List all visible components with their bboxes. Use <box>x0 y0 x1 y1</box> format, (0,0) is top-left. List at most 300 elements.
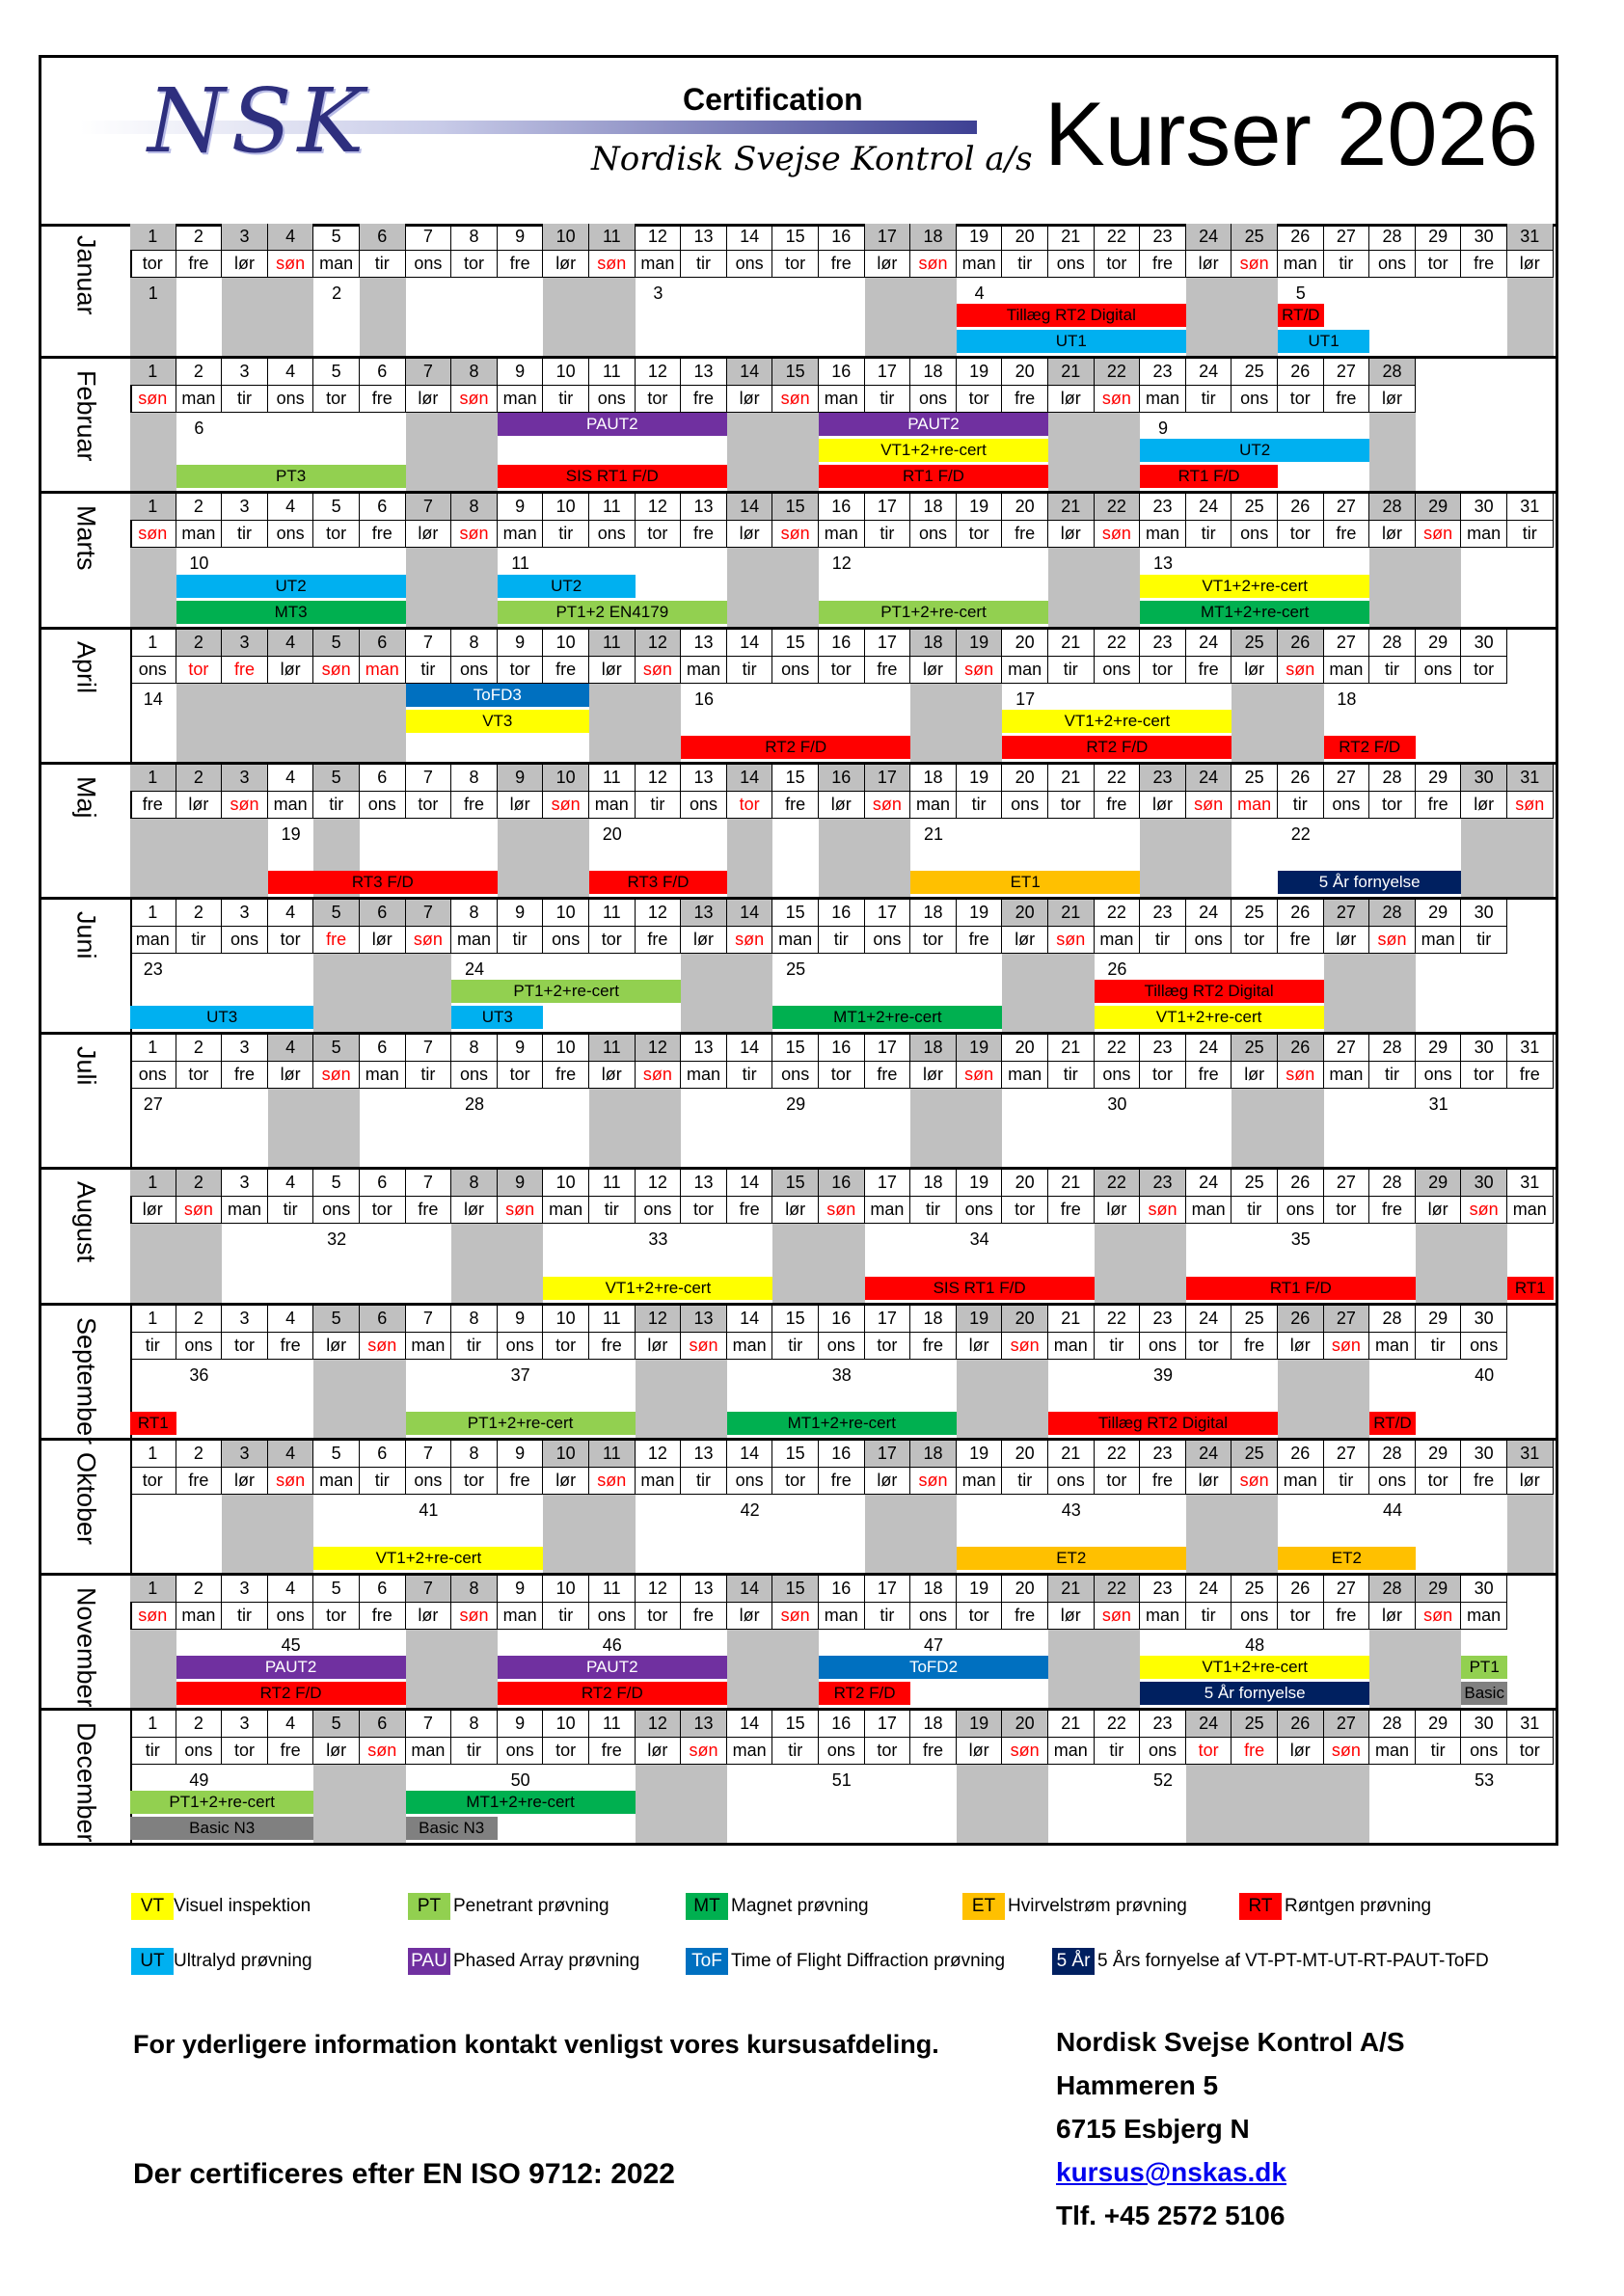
weekday-name: fre <box>1461 251 1507 278</box>
weekday-name: ons <box>1140 1738 1186 1765</box>
weekday-name: lør <box>1095 1197 1141 1224</box>
day-number: 8 <box>451 494 498 521</box>
month-name <box>41 1035 132 1167</box>
day-number: 25 <box>1232 224 1278 251</box>
legend-text: Visuel inspektion <box>174 1896 311 1916</box>
weekday-name: fre <box>360 386 406 413</box>
course-bar[interactable]: PT1+2+re-cert <box>819 601 1048 624</box>
weekday-name: lør <box>910 657 957 684</box>
day-number: 18 <box>910 1035 957 1062</box>
day-number: 12 <box>636 765 682 792</box>
weekday-name: tor <box>1278 521 1324 548</box>
course-bar[interactable]: RT1 F/D <box>1186 1277 1416 1300</box>
course-bar[interactable]: PT1+2+re-cert <box>130 1791 313 1814</box>
weekday-name: ons <box>130 1062 176 1089</box>
day-number: 5 <box>313 1711 360 1738</box>
course-bar[interactable]: RT3 F/D <box>268 871 498 894</box>
course-bar[interactable]: Basic <box>1461 1682 1507 1705</box>
weekday-name: man <box>1278 251 1324 278</box>
legend-text: Penetrant prøvning <box>453 1896 609 1916</box>
day-number: 18 <box>910 1170 957 1197</box>
weekend-column <box>772 1630 819 1708</box>
weekday-name: ons <box>589 1603 636 1630</box>
course-bar[interactable]: RT3 F/D <box>589 871 727 894</box>
course-bar[interactable]: MT1+2+re-cert <box>727 1412 957 1435</box>
weekday-name: lør <box>1369 521 1416 548</box>
month-name <box>41 630 132 762</box>
day-number: 13 <box>681 1441 727 1468</box>
day-number: 3 <box>222 359 268 386</box>
legend-text: Ultralyd prøvning <box>174 1951 312 1971</box>
weekday-name: søn <box>1507 792 1554 819</box>
day-number: 28 <box>1369 1306 1416 1333</box>
day-number: 3 <box>222 630 268 657</box>
course-bar[interactable]: PT1+2+re-cert <box>406 1412 636 1435</box>
course-bar[interactable]: PT1+2 EN4179 <box>498 601 727 624</box>
weekday-name: tor <box>1461 1062 1507 1089</box>
day-number: 13 <box>681 900 727 927</box>
weekend-column <box>313 954 360 1032</box>
month-label: September <box>71 1316 101 1445</box>
course-bar[interactable]: RT2 F/D <box>1002 736 1232 759</box>
day-number: 15 <box>772 1441 819 1468</box>
day-number: 30 <box>1461 494 1507 521</box>
week-number: 21 <box>923 824 944 844</box>
weekday-name: søn <box>1232 1468 1278 1495</box>
weekday-name: søn <box>498 1197 544 1224</box>
weekend-column <box>268 278 314 356</box>
week-number: 45 <box>281 1635 301 1655</box>
day-number: 11 <box>589 1576 636 1603</box>
course-bar[interactable]: SIS RT1 F/D <box>865 1277 1095 1300</box>
weekday-name: fre <box>772 792 819 819</box>
week-number: 37 <box>510 1364 530 1385</box>
company-name-label: Nordisk Svejse Kontrol a/s <box>591 140 1033 178</box>
weekend-column <box>1324 1360 1370 1438</box>
day-number: 22 <box>1095 900 1141 927</box>
weekend-column <box>910 684 957 762</box>
weekend-column <box>268 1089 314 1167</box>
weekend-column <box>589 1495 636 1573</box>
weekend-column <box>772 548 819 626</box>
weekday-name: tor <box>772 251 819 278</box>
weekday-name: man <box>451 927 498 954</box>
day-number: 7 <box>406 1170 452 1197</box>
day-number: 29 <box>1416 1711 1462 1738</box>
course-bar[interactable]: UT2 <box>176 575 406 598</box>
day-number: 12 <box>636 1170 682 1197</box>
week-number: 17 <box>1015 689 1036 709</box>
day-number: 28 <box>1369 1441 1416 1468</box>
day-number: 28 <box>1369 494 1416 521</box>
weekday-name: tir <box>543 521 589 548</box>
weekday-name: tor <box>1140 1062 1186 1089</box>
course-bar[interactable]: 5 År fornyelse <box>1278 871 1461 894</box>
weekday-name: tir <box>360 1468 406 1495</box>
day-number: 14 <box>727 900 773 927</box>
course-bar[interactable]: Tillæg RT2 Digital <box>957 304 1186 327</box>
course-bar[interactable]: RT1 <box>130 1412 176 1435</box>
day-number: 2 <box>176 1306 223 1333</box>
day-number: 2 <box>176 494 223 521</box>
day-number: 1 <box>130 494 176 521</box>
course-bar[interactable]: VT1+2+re-cert <box>1140 575 1369 598</box>
weekday-name: søn <box>360 1333 406 1360</box>
page-title: Kurser 2026 <box>1044 83 1539 184</box>
course-bar[interactable]: MT1+2+re-cert <box>1140 601 1369 624</box>
course-bar[interactable]: Basic N3 <box>406 1817 498 1840</box>
course-bar[interactable]: VT1+2+re-cert <box>819 439 1048 462</box>
weekday-name: man <box>819 1603 865 1630</box>
day-number: 2 <box>176 630 223 657</box>
week-number: 25 <box>786 959 806 979</box>
day-number: 9 <box>498 1441 544 1468</box>
course-bar[interactable]: RT1 F/D <box>819 465 1048 488</box>
weekday-name: tir <box>910 1197 957 1224</box>
day-number: 29 <box>1416 1306 1462 1333</box>
day-number: 10 <box>543 765 589 792</box>
weekday-name: tor <box>819 657 865 684</box>
day-number: 22 <box>1095 359 1141 386</box>
day-number: 29 <box>1416 1576 1462 1603</box>
day-number: 16 <box>819 224 865 251</box>
weekday-name: tir <box>222 1603 268 1630</box>
contact-email <box>1056 2157 1286 2188</box>
day-number: 19 <box>957 1441 1003 1468</box>
weekday-name: tor <box>1048 792 1095 819</box>
course-bar[interactable]: Tillæg RT2 Digital <box>1095 980 1324 1003</box>
day-number: 10 <box>543 630 589 657</box>
day-number: 21 <box>1048 1306 1095 1333</box>
weekday-name: fre <box>498 1468 544 1495</box>
course-bar[interactable]: PAUT2 <box>176 1656 406 1679</box>
day-number: 19 <box>957 1170 1003 1197</box>
course-bar[interactable]: RT1 F/D <box>1140 465 1278 488</box>
weekday-name: tor <box>1278 1603 1324 1630</box>
day-number: 18 <box>910 900 957 927</box>
weekday-name: tir <box>1095 1333 1141 1360</box>
day-number: 7 <box>406 765 452 792</box>
course-bar[interactable]: ET1 <box>910 871 1140 894</box>
day-number: 17 <box>865 224 911 251</box>
course-bar[interactable]: Basic N3 <box>130 1817 313 1840</box>
legend-text: Magnet prøvning <box>731 1896 869 1916</box>
weekday-name: tir <box>1507 521 1554 548</box>
weekday-name: ons <box>1232 386 1278 413</box>
course-bar[interactable]: ET2 <box>957 1547 1186 1570</box>
course-bar[interactable]: RT/D <box>1369 1412 1416 1435</box>
weekday-name: tor <box>865 1738 911 1765</box>
weekday-name: man <box>1369 1333 1416 1360</box>
weekday-name: tir <box>1369 1062 1416 1089</box>
weekday-name: søn <box>1461 1197 1507 1224</box>
course-bar[interactable]: PT1 <box>1461 1656 1507 1679</box>
weekday-name: tir <box>865 1603 911 1630</box>
day-number: 4 <box>268 224 314 251</box>
weekday-name: søn <box>681 1738 727 1765</box>
weekday-name: ons <box>1369 251 1416 278</box>
weekday-name: man <box>1461 521 1507 548</box>
nsk-logo: NSK <box>148 69 370 173</box>
weekday-name: tir <box>819 927 865 954</box>
day-number: 18 <box>910 359 957 386</box>
weekday-name: man <box>1278 1468 1324 1495</box>
week-number: 52 <box>1152 1770 1174 1791</box>
weekend-column <box>360 684 406 762</box>
day-number: 22 <box>1095 224 1141 251</box>
weekend-column <box>451 413 498 491</box>
day-number: 27 <box>1324 1170 1370 1197</box>
day-number: 25 <box>1232 1711 1278 1738</box>
day-number: 6 <box>360 1711 406 1738</box>
day-number: 23 <box>1140 359 1186 386</box>
week-number: 53 <box>1475 1770 1495 1791</box>
day-number: 11 <box>589 1306 636 1333</box>
course-bar[interactable]: UT3 <box>130 1006 313 1029</box>
day-number: 26 <box>1278 1441 1324 1468</box>
week-number: 42 <box>740 1499 760 1520</box>
weekday-name: tir <box>543 386 589 413</box>
day-number: 28 <box>1369 359 1416 386</box>
weekday-name: søn <box>636 657 682 684</box>
day-number: 21 <box>1048 494 1095 521</box>
course-bar[interactable]: UT1 <box>1278 330 1369 353</box>
week-number: 34 <box>969 1229 989 1250</box>
course-bar[interactable]: RT2 F/D <box>176 1682 406 1705</box>
course-bar[interactable]: UT2 <box>498 575 636 598</box>
day-number: 22 <box>1095 1035 1141 1062</box>
course-bar[interactable]: RT2 F/D <box>681 736 910 759</box>
day-number: 22 <box>1095 630 1141 657</box>
weekday-name: tir <box>1186 386 1232 413</box>
course-bar[interactable]: RT2 F/D <box>1324 736 1416 759</box>
weekday-name: lør <box>222 251 268 278</box>
empty-cell <box>1507 1603 1554 1630</box>
email-link[interactable]: kursus@nskas.dk <box>1056 2157 1286 2187</box>
weekday-name: søn <box>589 1468 636 1495</box>
week-number: 20 <box>602 824 622 844</box>
weekday-name: tir <box>1324 251 1370 278</box>
day-number: 16 <box>819 765 865 792</box>
day-number: 27 <box>1324 1441 1370 1468</box>
weekend-column <box>176 1224 223 1302</box>
course-bar[interactable]: ET2 <box>1278 1547 1416 1570</box>
course-bar[interactable]: VT1+2+re-cert <box>313 1547 543 1570</box>
weekday-name: ons <box>313 1197 360 1224</box>
day-number: 15 <box>772 900 819 927</box>
day-number: 4 <box>268 359 314 386</box>
weekday-name: tor <box>1095 251 1141 278</box>
week-number: 23 <box>143 959 163 979</box>
course-bar[interactable]: UT2 <box>1140 439 1369 462</box>
course-bar[interactable]: ToFD3 <box>406 684 589 707</box>
empty-cell <box>1416 386 1462 413</box>
weekday-name: tor <box>360 1197 406 1224</box>
day-number: 23 <box>1140 1170 1186 1197</box>
weekday-name: tor <box>1461 657 1507 684</box>
weekday-name: ons <box>1369 1468 1416 1495</box>
day-number: 7 <box>406 224 452 251</box>
weekday-name: ons <box>865 927 911 954</box>
day-number: 24 <box>1186 1170 1232 1197</box>
info-text: For yderligere information kontakt venligst vores kursusafdeling. <box>133 2030 939 2059</box>
weekday-name: ons <box>268 521 314 548</box>
weekday-name: lør <box>1461 792 1507 819</box>
course-bar[interactable]: PT1+2+re-cert <box>451 980 681 1003</box>
weekday-name: tor <box>451 251 498 278</box>
weekend-column <box>1140 1224 1186 1302</box>
course-bar[interactable]: VT1+2+re-cert <box>1095 1006 1324 1029</box>
day-number: 30 <box>1461 1035 1507 1062</box>
day-number: 3 <box>222 1576 268 1603</box>
weekday-name: tir <box>360 251 406 278</box>
weekday-name: tor <box>636 521 682 548</box>
day-number: 11 <box>589 765 636 792</box>
course-bar[interactable]: PAUT2 <box>498 413 727 436</box>
day-number: 4 <box>268 1576 314 1603</box>
weekday-name: man <box>1324 1062 1370 1089</box>
day-number: 7 <box>406 1441 452 1468</box>
day-number: 11 <box>589 224 636 251</box>
course-bar[interactable]: VT1+2+re-cert <box>1140 1656 1369 1679</box>
weekday-name: fre <box>1369 1197 1416 1224</box>
day-number: 16 <box>819 494 865 521</box>
course-bar[interactable]: RT/D <box>1278 304 1324 327</box>
weekday-name: tor <box>313 1603 360 1630</box>
day-number: 5 <box>313 1170 360 1197</box>
course-bar[interactable]: RT1 <box>1507 1277 1554 1300</box>
weekday-name: ons <box>910 521 957 548</box>
course-bar[interactable]: MT3 <box>176 601 406 624</box>
weekday-name: søn <box>1095 1603 1141 1630</box>
day-number: 9 <box>498 359 544 386</box>
course-bar[interactable]: PT3 <box>176 465 406 488</box>
weekday-name: man <box>1002 1062 1048 1089</box>
day-number: 4 <box>268 1035 314 1062</box>
weekend-column <box>1048 954 1095 1032</box>
week-number: 41 <box>419 1499 439 1520</box>
weekday-name: ons <box>130 657 176 684</box>
weekday-name: fre <box>1048 1197 1095 1224</box>
course-bar[interactable]: UT3 <box>451 1006 543 1029</box>
month-name <box>41 1306 132 1445</box>
course-bar[interactable]: RT2 F/D <box>498 1682 727 1705</box>
weekday-name: ons <box>1002 792 1048 819</box>
weekend-column <box>313 1089 360 1167</box>
weekday-name: tor <box>1095 1468 1141 1495</box>
week-number: 50 <box>510 1770 530 1791</box>
weekday-name: søn <box>1232 251 1278 278</box>
course-bar[interactable]: RT2 F/D <box>819 1682 910 1705</box>
course-bar[interactable]: VT3 <box>406 710 589 733</box>
weekend-column <box>130 1630 176 1708</box>
course-bar[interactable]: 5 År fornyelse <box>1140 1682 1369 1705</box>
legend-swatch: ET <box>962 1893 1005 1920</box>
weekday-name: søn <box>543 792 589 819</box>
weekday-name: man <box>957 1468 1003 1495</box>
empty-cell <box>1507 630 1554 657</box>
day-number: 13 <box>681 224 727 251</box>
weekday-name: fre <box>589 1738 636 1765</box>
month-februar <box>41 359 1556 494</box>
day-number: 11 <box>589 1711 636 1738</box>
weekday-name: tor <box>772 1468 819 1495</box>
day-number: 29 <box>1416 224 1462 251</box>
month-name <box>41 224 132 356</box>
course-bar[interactable]: PAUT2 <box>819 413 1048 436</box>
weekday-name: ons <box>406 1468 452 1495</box>
legend-swatch: ToF <box>686 1948 728 1975</box>
weekday-name: fre <box>1232 1333 1278 1360</box>
weekday-name: lør <box>819 792 865 819</box>
month-marts <box>41 494 1556 629</box>
course-bar[interactable]: VT1+2+re-cert <box>543 1277 772 1300</box>
day-number: 8 <box>451 1170 498 1197</box>
day-number: 4 <box>268 630 314 657</box>
month-august <box>41 1170 1556 1305</box>
day-number: 24 <box>1186 1441 1232 1468</box>
weekend-column <box>451 1224 498 1302</box>
weekend-column <box>1186 819 1232 897</box>
day-number: 14 <box>727 630 773 657</box>
course-bar[interactable]: PAUT2 <box>498 1656 727 1679</box>
weekday-name: tir <box>1002 1468 1048 1495</box>
weekday-name: tor <box>543 1738 589 1765</box>
course-bar[interactable]: MT1+2+re-cert <box>772 1006 1002 1029</box>
day-number: 31 <box>1507 1170 1554 1197</box>
weekday-name: søn <box>451 386 498 413</box>
day-number: 10 <box>543 1170 589 1197</box>
empty-cell <box>1507 900 1554 927</box>
course-bar[interactable]: MT1+2+re-cert <box>406 1791 636 1814</box>
header <box>41 58 1556 227</box>
day-number: 9 <box>498 1035 544 1062</box>
weekend-column <box>360 954 406 1032</box>
weekday-name: tor <box>1232 927 1278 954</box>
month-november <box>41 1576 1556 1711</box>
day-number: 24 <box>1186 1711 1232 1738</box>
weekend-column <box>1048 1630 1095 1708</box>
day-number: 28 <box>1369 1576 1416 1603</box>
course-bar[interactable]: Tillæg RT2 Digital <box>1048 1412 1278 1435</box>
contact-company: Nordisk Svejse Kontrol A/S <box>1056 2027 1405 2057</box>
course-bar[interactable]: SIS RT1 F/D <box>498 465 727 488</box>
day-number: 30 <box>1461 1576 1507 1603</box>
weekend-column <box>1416 548 1462 626</box>
weekday-name: fre <box>1186 1062 1232 1089</box>
weekday-name: lør <box>222 1468 268 1495</box>
course-bar[interactable]: UT1 <box>957 330 1186 353</box>
course-bar[interactable]: VT1+2+re-cert <box>1002 710 1232 733</box>
course-bar[interactable]: ToFD2 <box>819 1656 1048 1679</box>
week-number: 40 <box>1475 1364 1495 1385</box>
day-number: 26 <box>1278 1711 1324 1738</box>
month-label: Januar <box>71 235 101 315</box>
weekday-name: man <box>406 1333 452 1360</box>
weekend-column <box>727 548 773 626</box>
empty-cell <box>1507 359 1554 386</box>
weekday-name: tor <box>1416 251 1462 278</box>
day-number: 27 <box>1324 900 1370 927</box>
day-number: 6 <box>360 630 406 657</box>
day-number: 21 <box>1048 1576 1095 1603</box>
day-number: 24 <box>1186 630 1232 657</box>
weekday-name: tir <box>451 1333 498 1360</box>
day-number: 10 <box>543 1441 589 1468</box>
day-number: 19 <box>957 494 1003 521</box>
month-name <box>41 1711 132 1846</box>
day-number: 26 <box>1278 1306 1324 1333</box>
